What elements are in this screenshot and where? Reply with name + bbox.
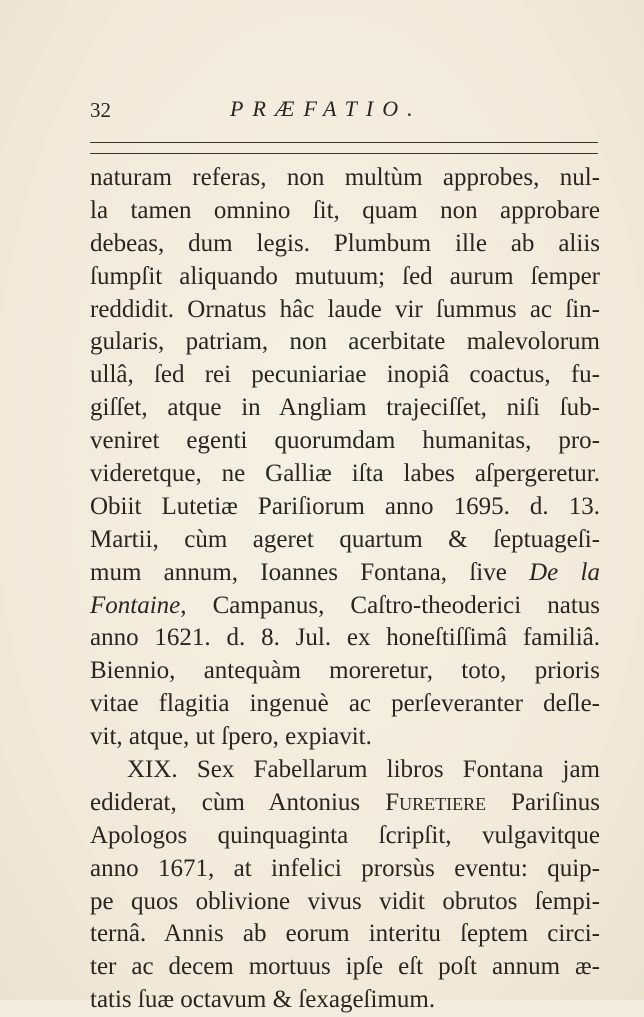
- text-line: videretque, ne Galliæ iſta labes aſpergeretur.: [90, 460, 600, 488]
- text-line: Apologos quinquaginta ſcripſit, vulgavitque: [90, 821, 600, 849]
- text-line: la tamen omnino ſit, quam non approbare: [90, 196, 600, 224]
- page-number: 32: [90, 98, 111, 122]
- text-line: ſumpſit aliquando mutuum; ſed aurum ſemper: [90, 262, 600, 290]
- text-segment: Pariſinus: [486, 788, 600, 816]
- text-segment: , Campanus, Caſtro-theoderici natus: [180, 591, 600, 619]
- text-line: ternâ. Annis ab eorum interitu ſeptem circi-: [90, 920, 600, 948]
- text-line-with-italic: [90, 557, 600, 590]
- text-line: Obiit Lutetiæ Pariſiorum anno 1695. d. 13.: [90, 492, 600, 520]
- text-line: naturam referas, non multùm approbes, nul-: [90, 164, 600, 191]
- text-line-with-smallcaps: [90, 787, 600, 820]
- text-line: reddidit. Ornatus hâc laude vir ſummus ac ſin-: [90, 295, 600, 323]
- text-line: gularis, patriam, non acerbitate malevolorum: [90, 328, 600, 356]
- text-line-fontaine: [90, 590, 600, 623]
- text-line: ter ac decem mortuus ipſe eſt poſt annum æ-: [90, 953, 600, 981]
- text-line: anno 1621. d. 8. Jul. ex honeſtiſſimâ familiâ.: [90, 624, 600, 652]
- text-line: vit, atque, ut ſpero, expiavit.: [90, 723, 372, 751]
- text-line: vitae flagitia ingenuè ac perſeveranter deſle-: [90, 690, 600, 718]
- page-header: [90, 98, 600, 138]
- header-rule-top: [90, 142, 598, 143]
- italic-text: De la: [529, 558, 600, 586]
- text-line: tatis ſuæ octavum & ſexageſimum.: [90, 986, 436, 1014]
- text-line: giſſet, atque in Angliam trajeciſſet, niſi ſub-: [90, 394, 600, 422]
- section-start-line: XIX. Sex Fabellarum libros Fontana jam: [127, 756, 600, 784]
- smallcaps-name: Furetiere: [385, 788, 487, 816]
- text-segment: ediderat, cùm Antonius: [90, 788, 386, 816]
- italic-text: Fontaine: [90, 591, 181, 619]
- text-line: anno 1671, at infelici prorsùs eventu: quip-: [90, 854, 600, 882]
- text-line: pe quos oblivione vivus vidit obrutos ſempi-: [90, 887, 600, 915]
- text-line: ullâ, ſed rei pecuniariae inopiâ coactus, fu-: [90, 361, 600, 389]
- text-line: Biennio, antequàm moreretur, toto, prioris: [90, 657, 600, 685]
- text-line: debeas, dum legis. Plumbum ille ab aliis: [90, 229, 600, 257]
- text-segment: mum annum, Ioannes Fontana, ſive: [90, 558, 530, 586]
- text-line: veniret egenti quorumdam humanitas, pro-: [90, 427, 600, 455]
- header-rule-bottom: [90, 153, 598, 154]
- running-title: PRÆFATIO.: [230, 96, 422, 121]
- body-text: [90, 162, 600, 1017]
- text-line: Martii, cùm ageret quartum & ſeptuageſi-: [90, 525, 600, 553]
